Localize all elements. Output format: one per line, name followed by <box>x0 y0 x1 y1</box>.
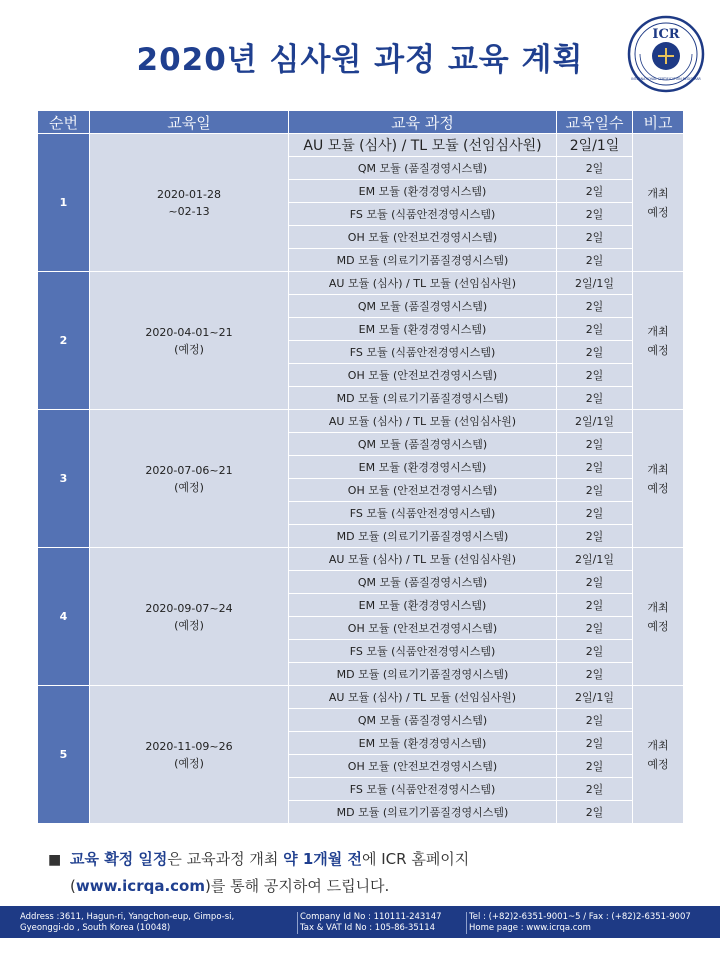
course-days: 2일 <box>557 709 633 732</box>
course-days: 2일 <box>557 663 633 686</box>
session-note-line1: 개최 <box>647 324 669 338</box>
course-name: EM 모듈 (환경경영시스템) <box>289 732 557 755</box>
session-date-line1: 2020-11-09~26 <box>145 739 233 753</box>
course-name: FS 모듈 (식품안전경영시스템) <box>289 341 557 364</box>
session-number: 2 <box>38 272 90 410</box>
session-date-line2: (예정) <box>174 480 204 494</box>
session-note-line1: 개최 <box>647 462 669 476</box>
table-row <box>38 548 684 571</box>
notice-paren-open: ( <box>70 877 76 895</box>
footer-contact-line2[interactable]: Home page : www.icrqa.com <box>469 923 591 933</box>
table-row <box>38 686 684 709</box>
table-row <box>38 410 684 433</box>
course-days: 2일/1일 <box>557 410 633 433</box>
footer-contact <box>466 912 717 934</box>
notice-line-2 <box>48 873 688 899</box>
table-row <box>38 272 684 295</box>
course-days: 2일 <box>557 525 633 548</box>
footer-company-line2: Tax & VAT Id No : 105-86-35114 <box>300 923 436 933</box>
footer-contact-line1: Tel : (+82)2-6351-9001~5 / Fax : (+82)2-6351-9007 <box>469 912 691 922</box>
course-days: 2일 <box>557 571 633 594</box>
session-date-line1: 2020-07-06~21 <box>145 463 233 477</box>
session-note-line1: 개최 <box>647 600 669 614</box>
course-name: EM 모듈 (환경경영시스템) <box>289 594 557 617</box>
course-days: 2일 <box>557 157 633 180</box>
logo-ring-text: INTERNATIONAL CERTIFICATION REGISTRAR <box>631 77 701 81</box>
course-days: 2일 <box>557 801 633 824</box>
course-name: EM 모듈 (환경경영시스템) <box>289 456 557 479</box>
schedule-table <box>37 110 684 824</box>
course-days: 2일 <box>557 778 633 801</box>
session-note-line1: 개최 <box>647 738 669 752</box>
session-date <box>90 272 289 410</box>
course-name: OH 모듈 (안전보건경영시스템) <box>289 226 557 249</box>
course-name: QM 모듈 (품질경영시스템) <box>289 157 557 180</box>
session-note-line2: 예정 <box>647 757 669 771</box>
course-days: 2일 <box>557 341 633 364</box>
header-course: 교육 과정 <box>289 111 557 134</box>
course-days: 2일 <box>557 226 633 249</box>
course-name: AU 모듈 (심사) / TL 모듈 (선임심사원) <box>289 272 557 295</box>
notice-line-1 <box>48 846 688 873</box>
session-number: 4 <box>38 548 90 686</box>
icr-logo <box>626 14 706 94</box>
course-name: OH 모듈 (안전보건경영시스템) <box>289 479 557 502</box>
course-days: 2일 <box>557 203 633 226</box>
course-days: 2일 <box>557 617 633 640</box>
session-date-line1: 2020-09-07~24 <box>145 601 233 615</box>
session-date <box>90 686 289 824</box>
course-name: QM 모듈 (품질경영시스템) <box>289 295 557 318</box>
session-note-line2: 예정 <box>647 205 669 219</box>
course-name: MD 모듈 (의료기기품질경영시스템) <box>289 801 557 824</box>
course-name: OH 모듈 (안전보건경영시스템) <box>289 364 557 387</box>
session-date-line1: 2020-04-01~21 <box>145 325 233 339</box>
session-note <box>633 134 684 272</box>
course-name: OH 모듈 (안전보건경영시스템) <box>289 755 557 778</box>
course-days: 2일 <box>557 479 633 502</box>
course-days: 2일 <box>557 594 633 617</box>
session-date-line2: (예정) <box>174 342 204 356</box>
course-days: 2일/1일 <box>557 686 633 709</box>
course-days: 2일 <box>557 180 633 203</box>
course-name: MD 모듈 (의료기기품질경영시스템) <box>289 249 557 272</box>
table-header-row <box>38 111 684 134</box>
course-days: 2일 <box>557 433 633 456</box>
session-number: 5 <box>38 686 90 824</box>
notice-bold-2: 약 1개월 전 <box>283 850 362 868</box>
course-days: 2일 <box>557 640 633 663</box>
logo-text: ICR <box>652 27 680 42</box>
square-bullet-icon: ■ <box>48 852 62 868</box>
header-no: 순번 <box>38 111 90 134</box>
course-days: 2일/1일 <box>557 272 633 295</box>
course-name: MD 모듈 (의료기기품질경영시스템) <box>289 525 557 548</box>
course-days: 2일 <box>557 387 633 410</box>
course-days: 2일 <box>557 295 633 318</box>
session-note <box>633 272 684 410</box>
course-name: FS 모듈 (식품안전경영시스템) <box>289 778 557 801</box>
course-name: AU 모듈 (심사) / TL 모듈 (선임심사원) <box>289 548 557 571</box>
course-name: EM 모듈 (환경경영시스템) <box>289 180 557 203</box>
schedule-body <box>38 134 684 824</box>
header-date: 교육일 <box>90 111 289 134</box>
course-name: EM 모듈 (환경경영시스템) <box>289 318 557 341</box>
course-days: 2일 <box>557 732 633 755</box>
notice-bold-1: 교육 확정 일정 <box>70 850 168 868</box>
course-name: FS 모듈 (식품안전경영시스템) <box>289 502 557 525</box>
session-date-line2: ~02-13 <box>168 204 210 218</box>
session-note-line2: 예정 <box>647 619 669 633</box>
course-name: MD 모듈 (의료기기품질경영시스템) <box>289 663 557 686</box>
course-days: 2일 <box>557 755 633 778</box>
session-number: 3 <box>38 410 90 548</box>
notice-text-1: 은 교육과정 개최 <box>167 850 284 868</box>
course-name: QM 모듈 (품질경영시스템) <box>289 571 557 594</box>
course-name: AU 모듈 (심사) / TL 모듈 (선임심사원) <box>289 686 557 709</box>
session-number: 1 <box>38 134 90 272</box>
footer-company-line1: Company Id No : 110111-243147 <box>300 912 442 922</box>
session-date <box>90 134 289 272</box>
course-name: QM 모듈 (품질경영시스템) <box>289 433 557 456</box>
course-days: 2일 <box>557 456 633 479</box>
course-name: AU 모듈 (심사) / TL 모듈 (선임심사원) <box>289 134 557 157</box>
course-days: 2일/1일 <box>557 134 633 157</box>
notice <box>48 846 688 899</box>
footer-address-line1: Address :3611, Hagun-ri, Yangchon-eup, Gimpo-si, <box>20 912 235 922</box>
course-name: QM 모듈 (품질경영시스템) <box>289 709 557 732</box>
header-days: 교육일수 <box>557 111 633 134</box>
course-name: MD 모듈 (의료기기품질경영시스템) <box>289 387 557 410</box>
session-date-line2: (예정) <box>174 618 204 632</box>
course-name: OH 모듈 (안전보건경영시스템) <box>289 617 557 640</box>
table-row <box>38 134 684 157</box>
footer-address-line2: Gyeonggi-do , South Korea (10048) <box>20 923 171 933</box>
session-note-line2: 예정 <box>647 343 669 357</box>
course-name: AU 모듈 (심사) / TL 모듈 (선임심사원) <box>289 410 557 433</box>
session-date-line1: 2020-01-28 <box>157 187 221 201</box>
session-note <box>633 686 684 824</box>
course-name: FS 모듈 (식품안전경영시스템) <box>289 640 557 663</box>
notice-text-3: )를 통해 공지하여 드립니다. <box>205 877 390 895</box>
notice-text-2: 에 ICR 홈페이지 <box>361 850 470 868</box>
course-name: FS 모듈 (식품안전경영시스템) <box>289 203 557 226</box>
session-note <box>633 548 684 686</box>
page-title: 2020년 심사원 과정 교육 계획 <box>136 42 584 78</box>
session-date <box>90 410 289 548</box>
course-days: 2일 <box>557 502 633 525</box>
header-note: 비고 <box>633 111 684 134</box>
session-date <box>90 548 289 686</box>
session-date-line2: (예정) <box>174 756 204 770</box>
course-days: 2일 <box>557 318 633 341</box>
footer-company <box>297 912 456 934</box>
session-note <box>633 410 684 548</box>
notice-url-link[interactable]: www.icrqa.com <box>75 877 205 895</box>
session-note-line2: 예정 <box>647 481 669 495</box>
course-days: 2일 <box>557 249 633 272</box>
session-note-line1: 개최 <box>647 186 669 200</box>
footer <box>0 906 720 938</box>
course-days: 2일 <box>557 364 633 387</box>
footer-address <box>20 912 285 934</box>
course-days: 2일/1일 <box>557 548 633 571</box>
